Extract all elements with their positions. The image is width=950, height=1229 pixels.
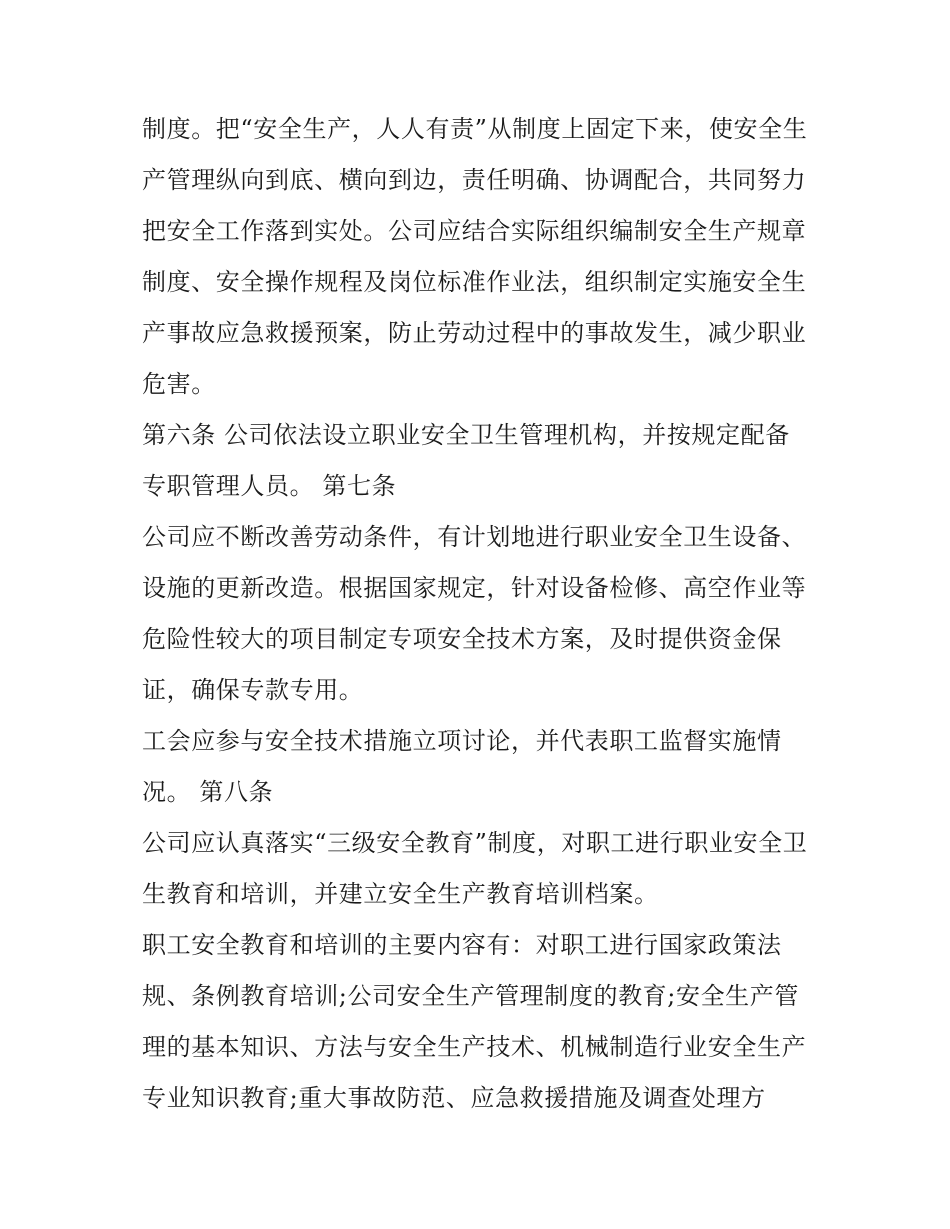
text-line: 把安全工作落到实处。公司应结合实际组织编制安全生产规章 xyxy=(142,217,807,245)
text-line: 专业知识教育;重大事故防范、应急救援措施及调查处理方 xyxy=(142,1084,766,1112)
text-line: 规、条例教育培训;公司安全生产管理制度的教育;安全生产管 xyxy=(142,982,799,1010)
text-line: 制度、安全操作规程及岗位标准作业法，组织制定实施安全生 xyxy=(142,268,807,296)
text-line: 制度。把“安全生产，人人有责”从制度上固定下来，使安全生 xyxy=(142,115,808,143)
text-line: 职工安全教育和培训的主要内容有：对职工进行国家政策法 xyxy=(142,931,782,959)
text-line: 证，确保专款专用。 xyxy=(142,676,364,704)
text-line: 理的基本知识、方法与安全生产技术、机械制造行业安全生产 xyxy=(142,1033,807,1061)
text-line: 产管理纵向到底、横向到边，责任明确、协调配合，共同努力 xyxy=(142,166,807,194)
text-line: 专职管理人员。 第七条 xyxy=(142,472,397,500)
text-line: 公司应不断改善劳动条件，有计划地进行职业安全卫生设备、 xyxy=(142,523,807,551)
article-six-line: 第六条 公司依法设立职业安全卫生管理机构，并按规定配备 xyxy=(142,421,790,449)
document-body xyxy=(142,104,822,1124)
text-line: 危害。 xyxy=(142,370,216,398)
text-line: 生教育和培训，并建立安全生产教育培训档案。 xyxy=(142,880,659,908)
text-line: 况。 第八条 xyxy=(142,778,274,806)
text-line: 设施的更新改造。根据国家规定，针对设备检修、高空作业等 xyxy=(142,574,807,602)
text-line: 产事故应急救援预案，防止劳动过程中的事故发生，减少职业 xyxy=(142,319,807,347)
text-line: 公司应认真落实“三级安全教育”制度，对职工进行职业安全卫 xyxy=(142,829,808,857)
text-line: 危险性较大的项目制定专项安全技术方案，及时提供资金保 xyxy=(142,625,782,653)
text-line: 工会应参与安全技术措施立项讨论，并代表职工监督实施情 xyxy=(142,727,782,755)
